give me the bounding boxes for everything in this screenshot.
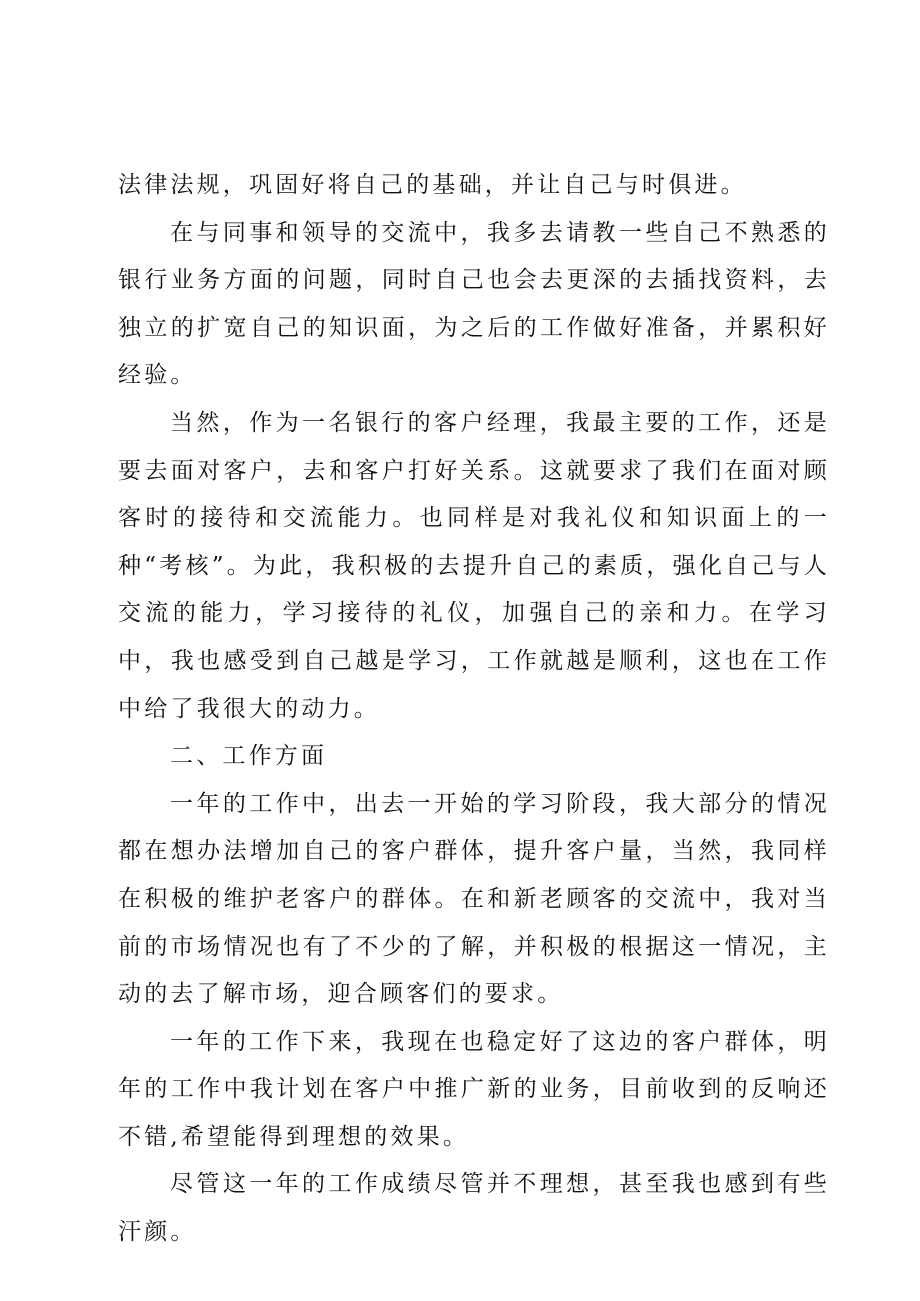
paragraph-reflection: 尽管这一年的工作成绩尽管并不理想，甚至我也感到有些汗颜。 <box>118 1171 830 1246</box>
paragraph-year-of-work: 一年的工作中，出去一开始的学习阶段，我大部分的情况都在想办法增加自己的客户群体，提升客户量，当然，我同样在积极的维护老客户的群体。在和新老顾客的交流中，我对当前的市场情况也有了不少的了解，并积极的根据这一情况，主动的去了解市场，迎合顾客们的要求。 <box>118 790 830 1008</box>
paragraph-customer-manager-role: 当然，作为一名银行的客户经理，我最主要的工作，还是要去面对客户，去和客户打好关系。这就要求了我们在面对顾客时的接待和交流能力。也同样是对我礼仪和知识面上的一种“考核”。为此，我积极的去提升自己的素质，强化自己与人交流的能力，学习接待的礼仪，加强自己的亲和力。在学习中，我也感受到自己越是学习，工作就越是顺利，这也在工作中给了我很大的动力。 <box>118 409 830 722</box>
paragraph-colleague-communication: 在与同事和领导的交流中，我多去请教一些自己不熟悉的银行业务方面的问题，同时自己也会去更深的去插找资料，去独立的扩宽自己的知识面，为之后的工作做好准备，并累积好经验。 <box>118 219 830 389</box>
document-body <box>118 162 830 1257</box>
paragraph-next-year-plan: 一年的工作下来，我现在也稳定好了这边的客户群体，明年的工作中我计划在客户中推广新的业务，目前收到的反响还不错,希望能得到理想的效果。 <box>118 1028 830 1150</box>
paragraph-continuation: 法律法规，巩固好将自己的基础，并让自己与时俱进。 <box>118 172 747 198</box>
section-heading-work: 二、工作方面 <box>170 743 328 770</box>
